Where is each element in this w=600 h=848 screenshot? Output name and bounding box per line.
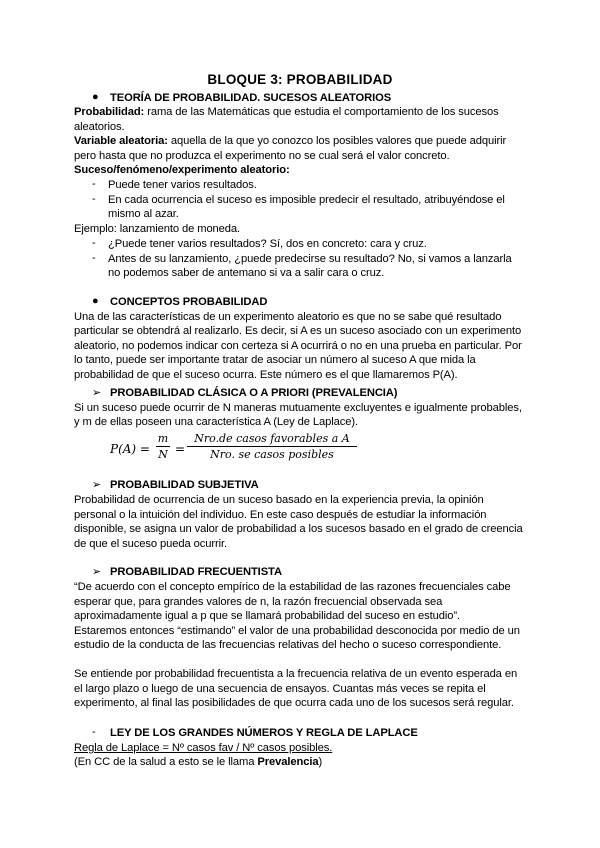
paragraph-line: Si un suceso puede ocurrir de N maneras mutuamente excluyentes e igualmente probables, [74,402,522,414]
formula-m: m [157,432,169,445]
bullet-dot-icon: ● [92,91,99,103]
section-heading-ley: LEY DE LOS GRANDES NÚMEROS Y REGLA DE LAPLACE [110,727,418,739]
formula-fraction-m-over-n [156,432,170,461]
section-heading-conceptos: CONCEPTOS PROBABILIDAD [110,296,268,308]
paragraph-line: disponible, se asigna un valor de probabilidad a los sucesos basado en el grado de creencia [74,523,523,535]
paragraph-line: Se entiende por probabilidad frecuentista a la frecuencia relativa de un evento esperada en [74,668,518,680]
paragraph-line: de que el suceso pueda ocurrir. [74,538,228,550]
section-heading-frecuentista: PROBABILIDAD FRECUENTISTA [110,566,282,578]
list-item: ¿Puede tener varios resultados? Sí, dos en concreto: cara y cruz. [108,238,427,250]
arrow-right-icon: ➢ [92,387,102,399]
list-item-cont: no podemos saber de antemano si va a salir cara o cruz. [108,267,385,279]
formula-equals: = [175,442,186,456]
paragraph-line: probabilidad de que el suceso ocurra. Este número es el que llamaremos P(A). [74,369,458,381]
page-title: BLOQUE 3: PROBABILIDAD [207,72,393,87]
formula-numerator: Nro.de casos favorables a A [194,432,350,445]
list-item-cont: mismo al azar. [108,208,179,220]
paragraph-line: personal o la intuición del individuo. En este caso después de estudiar la información [74,509,487,521]
laplace-rule: Regla de Laplace = Nº casos fav / Nº casos posibles. [74,742,333,754]
probabilidad-definition-cont: aleatorios. [74,121,125,133]
bullet-dot-icon: ● [92,295,99,307]
formula-fraction-cases [187,432,357,461]
formula-lhs: P(A) = [110,442,150,456]
formula-denominator: Nro. se casos posibles [210,448,334,461]
paragraph-line: Estaremos entonces “estimando” el valor de una probabilidad desconocida por medio de un [74,625,520,637]
formula-n: N [158,448,168,461]
variable-aleatoria-definition: Variable aleatoria: aquella de la que yo conozco los posibles valores que puede adquirir [74,135,507,147]
section-heading-clasica: PROBABILIDAD CLÁSICA O A PRIORI (PREVALENCIA) [110,387,398,399]
section-heading-teoria: TEORÍA DE PROBABILIDAD. SUCESOS ALEATORIOS [110,92,392,104]
dash-icon: - [92,193,96,205]
variable-aleatoria-definition-cont: pero hasta que no produzca el experimento no se cual será el valor concreto. [74,150,450,162]
list-item: Puede tener varios resultados. [108,179,257,191]
example-label: Ejemplo: lanzamiento de moneda. [74,223,241,235]
list-item: Antes de su lanzamiento, ¿puede predecirse su resultado? No, si vamos a lanzarla [108,253,512,265]
paragraph-line: y m de ellas poseen una característica A (Ley de Laplace). [74,416,358,428]
paragraph-line: Probabilidad de ocurrencia de un suceso basado en la experiencia previa, la opinión [74,494,484,506]
paragraph-line: el largo plazo o luego de una secuencia de ensayos. Cuantas más veces se repita el [74,683,486,695]
paragraph-line: particular se obtendrá al realizarlo. Es decir, si A es un suceso asociado con un experimento [74,325,522,337]
paragraph-line: aproximadamente igual a p que se llamará probabilidad del suceso en estudio”. [74,610,460,622]
paragraph-line: “De acuerdo con el concepto empírico de la estabilidad de las razones frecuenciales cabe [74,581,511,593]
probabilidad-definition: Probabilidad: rama de las Matemáticas que estudia el comportamiento de los sucesos [74,106,499,118]
paragraph-line: aleatorio, no podemos indicar con certeza si A ocurrirá o no en una prueba en particular. Por [74,340,522,352]
dash-icon: - [92,178,96,190]
arrow-right-icon: ➢ [92,479,102,491]
paragraph-line: experimento, al final las posibilidades de que ocurra cada uno de los sucesos será regular. [74,697,514,709]
prevalencia-note: (En CC de la salud a esto se le llama Prevalencia) [74,756,323,768]
section-heading-subjetiva: PROBABILIDAD SUBJETIVA [110,479,259,491]
paragraph-line: Una de las características de un experimento aleatorio es que no se sabe qué resultado [74,311,502,323]
dash-icon: - [92,726,96,738]
paragraph-line: estudio de la conducta de las frecuencias relativas del hecho o suceso correspondiente. [74,639,502,651]
list-item: En cada ocurrencia el suceso es imposible predecir el resultado, atribuyéndose el [108,194,505,206]
arrow-right-icon: ➢ [92,566,102,578]
suceso-term: Suceso/fenómeno/experimento aleatorio: [74,164,290,176]
paragraph-line: lo tanto, puede ser importante tratar de asociar un número al suceso A que mida la [74,354,476,366]
dash-icon: - [92,237,96,249]
paragraph-line: esperar que, para grandes valores de n, la razón frecuencial observada sea [74,596,443,608]
dash-icon: - [92,252,96,264]
